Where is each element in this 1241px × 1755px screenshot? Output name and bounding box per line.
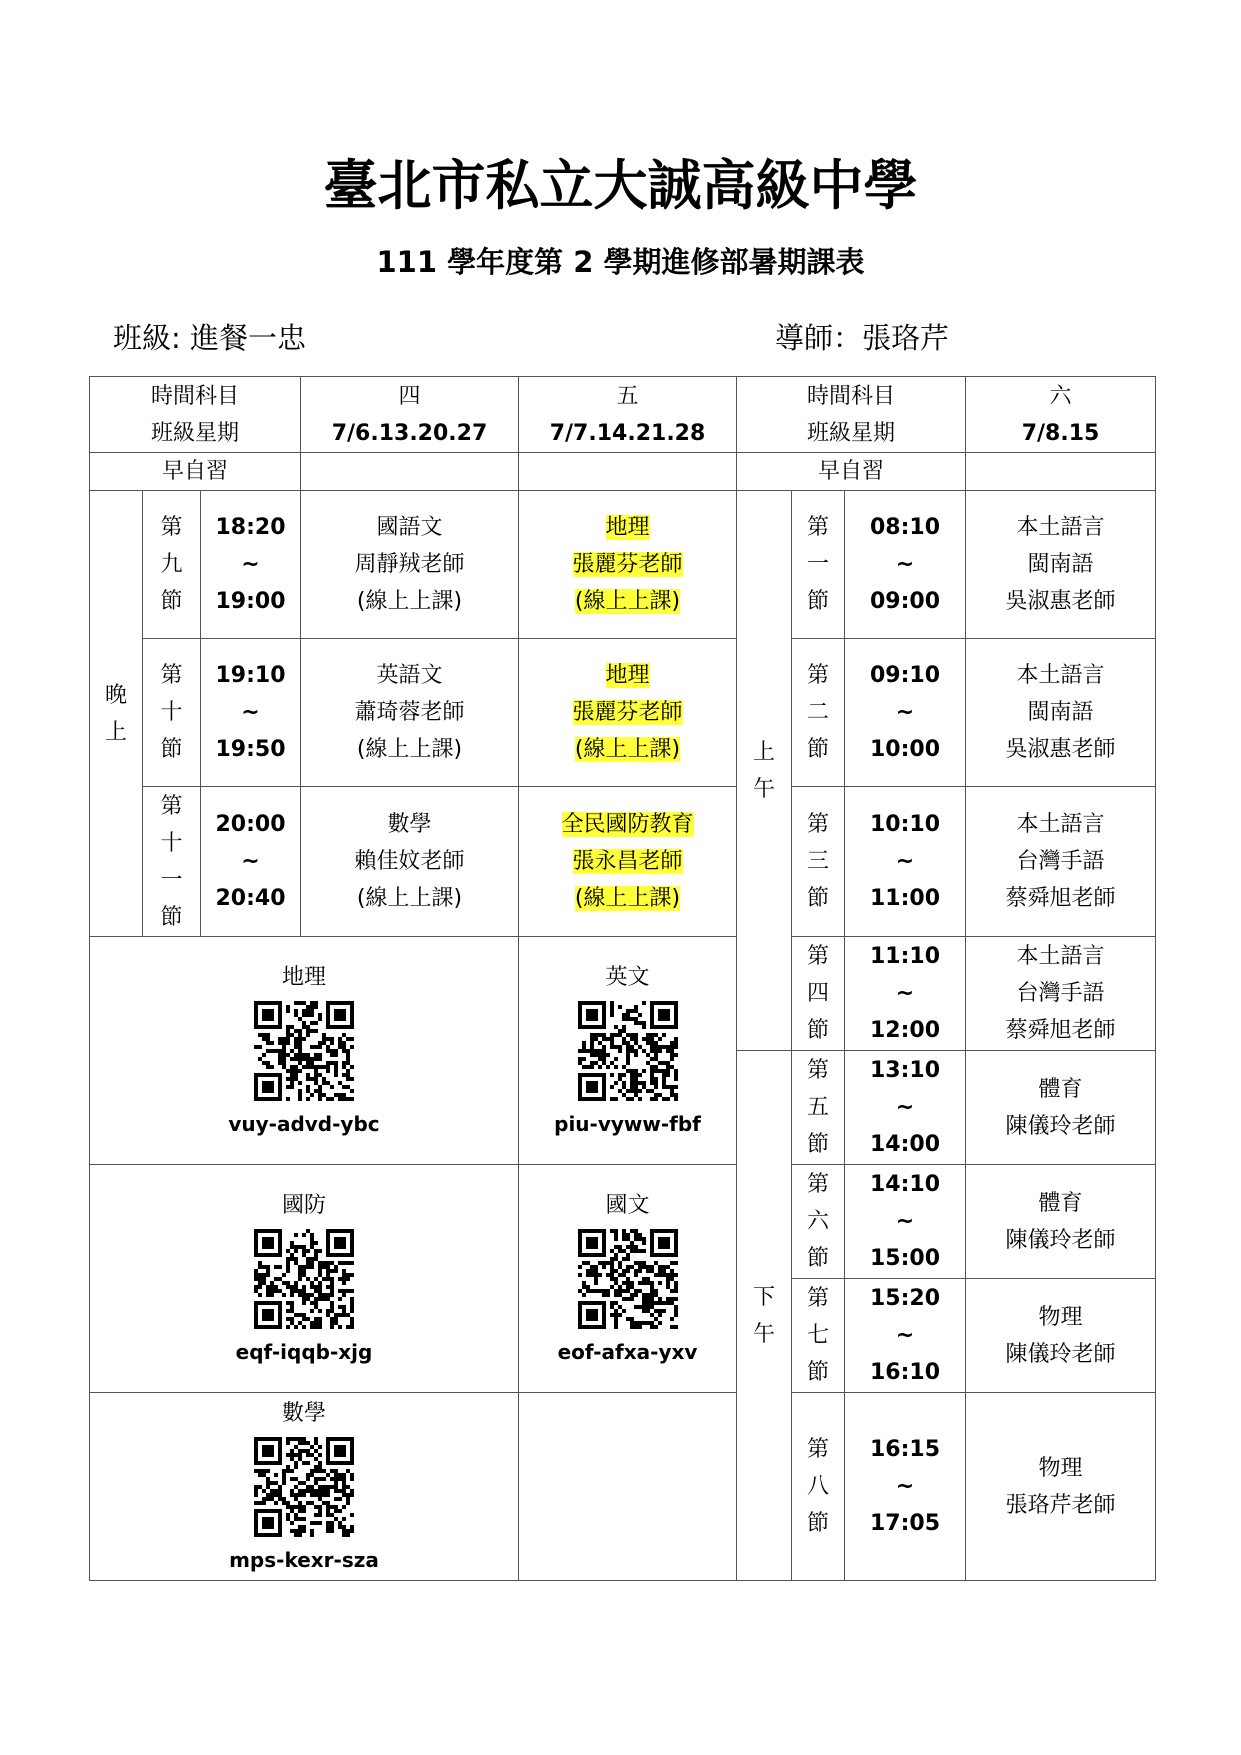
meet-link-defense [90,1165,519,1393]
period-label [792,1279,845,1393]
friday-class [519,491,737,639]
time-end: 15:00 [870,1246,941,1271]
period-time [845,937,966,1051]
subject: 全民國防教育 [561,812,694,837]
vertical-char: 第 [160,663,183,688]
subject: 體育 [1038,1190,1083,1216]
sub-subject: 閩南語 [1027,700,1094,725]
saturday-class [966,1279,1156,1393]
period-time [845,1165,966,1279]
friday-class [519,787,737,937]
time-end: 16:10 [870,1360,941,1385]
period-time [201,639,301,787]
saturday-class [966,787,1156,937]
subject: 物理 [1038,1455,1083,1481]
saturday-class [966,639,1156,787]
saturday-class [966,1393,1156,1581]
qr-code-icon [254,1437,354,1537]
period-label [792,787,845,937]
meet-link-chinese [519,1165,737,1393]
vertical-char: 第 [807,1058,830,1083]
day-dates: 7/8.15 [1021,420,1100,446]
teacher: 陳儀玲老師 [1005,1113,1116,1139]
meet-link-english [519,937,737,1165]
subject: 本土語言 [1016,663,1105,688]
saturday-class [966,1051,1156,1165]
subject: 本土語言 [1016,515,1105,540]
period-time [845,639,966,787]
vertical-char: 第 [807,515,830,540]
time-start: 11:10 [870,944,941,969]
teacher: 陳儀玲老師 [1005,1341,1116,1367]
vertical-char: 第 [160,515,183,540]
time-sep: ~ [895,981,915,1006]
period-time [845,1279,966,1393]
vertical-char: 二 [807,700,830,725]
teacher: 賴佳妏老師 [354,849,465,874]
meet-link-geography [90,937,519,1165]
period-label [792,937,845,1051]
subject: 地理 [605,515,650,540]
empty-cell [519,1393,737,1581]
online-note: (線上上課) [356,737,463,762]
online-note: (線上上課) [574,737,681,762]
meet-code: vuy-advd-ybc [228,1111,380,1136]
sub-subject: 台灣手語 [1016,849,1105,874]
vertical-char: 四 [807,981,830,1006]
subject: 數學 [387,812,432,837]
vertical-char: 節 [807,1246,830,1271]
am-label [737,491,792,1051]
period-label [792,1051,845,1165]
meet-code: mps-kexr-sza [229,1547,379,1572]
table-row [90,1165,1156,1279]
vertical-char: 十 [160,700,183,725]
qr-code-icon [254,1001,354,1101]
vertical-char: 八 [807,1474,830,1499]
teacher: 張永昌老師 [572,849,683,874]
class-name: 班級: 進餐一忠 [113,321,306,355]
time-start: 08:10 [870,515,941,540]
meet-subject: 數學 [281,1400,326,1426]
time-start: 13:10 [870,1058,941,1083]
day-name: 五 [616,383,639,409]
time-sep: ~ [895,1474,915,1499]
vertical-char: 六 [807,1209,830,1234]
time-end: 10:00 [870,737,941,762]
qr-code-icon [578,1229,678,1329]
time-start: 14:10 [870,1172,941,1197]
meet-subject: 國防 [281,1192,326,1218]
vertical-char: 節 [160,737,183,762]
period-time [201,787,301,937]
period-label [143,787,201,937]
corner-line-1: 時間科目 [807,383,896,409]
vertical-char: 節 [807,1360,830,1385]
empty-cell [301,453,519,491]
period-label [792,1393,845,1581]
teacher: 蔡舜旭老師 [1005,886,1116,911]
time-start: 18:20 [215,515,286,540]
time-start: 16:15 [870,1437,941,1462]
qr-code-icon [578,1001,678,1101]
vertical-char: 第 [807,1437,830,1462]
subject: 體育 [1038,1076,1083,1102]
sub-subject: 閩南語 [1027,552,1094,577]
online-note: (線上上課) [574,886,681,911]
vertical-char: 節 [807,1511,830,1536]
vertical-char: 節 [807,737,830,762]
teacher: 張珞芹老師 [1005,1492,1116,1518]
period-time [845,491,966,639]
vertical-char: 一 [807,552,830,577]
subject: 地理 [605,663,650,688]
homeroom-teacher: 導師：張珞芹 [775,321,950,355]
vertical-char: 五 [807,1095,830,1120]
vertical-char: 第 [807,812,830,837]
vertical-char: 第 [807,1286,830,1311]
meet-subject: 地理 [281,964,326,990]
subject: 本土語言 [1016,944,1105,969]
day-dates: 7/7.14.21.28 [549,420,706,446]
empty-cell [966,453,1156,491]
pm-label [737,1051,792,1581]
vertical-char: 節 [807,1018,830,1043]
time-sep: ~ [895,552,915,577]
table-row [90,491,1156,639]
time-end: 12:00 [870,1018,941,1043]
time-end: 11:00 [870,886,941,911]
time-sep: ~ [895,700,915,725]
online-note: (線上上課) [356,886,463,911]
time-start: 20:00 [215,812,286,837]
meet-code: piu-vyww-fbf [554,1111,701,1136]
friday-header [519,377,737,453]
period-time [845,1051,966,1165]
vertical-char: 第 [807,944,830,969]
teacher: 蔡舜旭老師 [1005,1018,1116,1043]
table-row [90,1393,1156,1581]
time-sep: ~ [895,1095,915,1120]
vertical-char: 九 [160,552,183,577]
school-title: 臺北市私立大誠高級中學 [323,153,918,217]
table-row [90,937,1156,1051]
subject: 本土語言 [1016,812,1105,837]
time-sep: ~ [895,1209,915,1234]
time-start: 10:10 [870,812,941,837]
time-sep: ~ [895,1323,915,1348]
vertical-char: 下 [753,1284,776,1310]
thursday-class [301,491,519,639]
table-row [90,787,1156,937]
time-start: 09:10 [870,663,941,688]
meet-code: eof-afxa-yxv [557,1339,698,1364]
period-time [845,1393,966,1581]
day-name: 六 [1049,383,1072,409]
period-label [143,491,201,639]
saturday-class [966,491,1156,639]
vertical-char: 一 [160,867,183,893]
vertical-char: 第 [807,1172,830,1197]
saturday-class [966,1165,1156,1279]
empty-cell [519,453,737,491]
schedule-table [89,376,1156,1581]
morning-study-row [90,453,1156,491]
teacher: 蕭琦蓉老師 [354,700,465,725]
time-sep: ~ [241,552,260,577]
vertical-char: 三 [807,849,830,874]
vertical-char: 節 [807,589,830,614]
teacher: 吳淑惠老師 [1005,737,1116,762]
period-time [201,491,301,639]
corner-line-2: 班級星期 [150,420,239,446]
time-start: 19:10 [215,663,286,688]
meet-subject: 國文 [605,1192,650,1218]
vertical-char: 節 [160,589,183,614]
online-note: (線上上課) [356,589,463,614]
time-sep: ~ [895,849,915,874]
time-sep: ~ [241,700,260,725]
subject: 國語文 [376,515,443,540]
meet-code: eqf-iqqb-xjg [235,1339,373,1364]
time-end: 20:40 [215,886,286,911]
saturday-class [966,937,1156,1051]
period-label [792,639,845,787]
corner-line-1: 時間科目 [150,383,239,409]
right-corner-header [737,377,966,453]
vertical-char: 十 [160,830,183,856]
period-label [792,1165,845,1279]
table-row [90,639,1156,787]
thursday-header [301,377,519,453]
left-corner-header [90,377,301,453]
morning-study-left: 早自習 [90,453,301,491]
subject: 物理 [1038,1304,1083,1330]
vertical-char: 七 [807,1323,830,1348]
teacher: 張麗芬老師 [572,700,683,725]
period-label [143,639,201,787]
teacher: 張麗芬老師 [572,552,683,577]
vertical-char: 晚 [104,682,127,708]
online-note: (線上上課) [574,589,681,614]
teacher: 吳淑惠老師 [1005,589,1116,614]
evening-label [90,491,143,937]
day-name: 四 [398,383,421,409]
day-dates: 7/6.13.20.27 [331,420,488,446]
meet-link-math [90,1393,519,1581]
time-end: 19:50 [215,737,286,762]
time-start: 15:20 [870,1286,941,1311]
subject: 英語文 [376,663,443,688]
vertical-char: 節 [160,904,183,930]
saturday-header [966,377,1156,453]
vertical-char: 第 [160,793,183,819]
vertical-char: 第 [807,663,830,688]
vertical-char: 上 [753,739,776,765]
vertical-char: 午 [753,776,776,802]
morning-study-right: 早自習 [737,453,966,491]
time-end: 19:00 [215,589,286,614]
meet-subject: 英文 [605,964,650,990]
time-end: 14:00 [870,1132,941,1157]
qr-code-icon [254,1229,354,1329]
corner-line-2: 班級星期 [807,420,896,446]
teacher: 周靜羢老師 [354,552,465,577]
thursday-class [301,787,519,937]
header-row [90,377,1156,453]
vertical-char: 節 [807,1132,830,1157]
vertical-char: 節 [807,886,830,911]
sub-subject: 台灣手語 [1016,981,1105,1006]
friday-class [519,639,737,787]
teacher: 陳儀玲老師 [1005,1227,1116,1253]
vertical-char: 午 [753,1321,776,1347]
period-time [845,787,966,937]
thursday-class [301,639,519,787]
schedule-subtitle: 111 學年度第 2 學期進修部暑期課表 [376,245,865,279]
period-label [792,491,845,639]
time-end: 17:05 [870,1511,941,1536]
time-end: 09:00 [870,589,941,614]
time-sep: ~ [241,849,260,874]
vertical-char: 上 [104,719,127,745]
